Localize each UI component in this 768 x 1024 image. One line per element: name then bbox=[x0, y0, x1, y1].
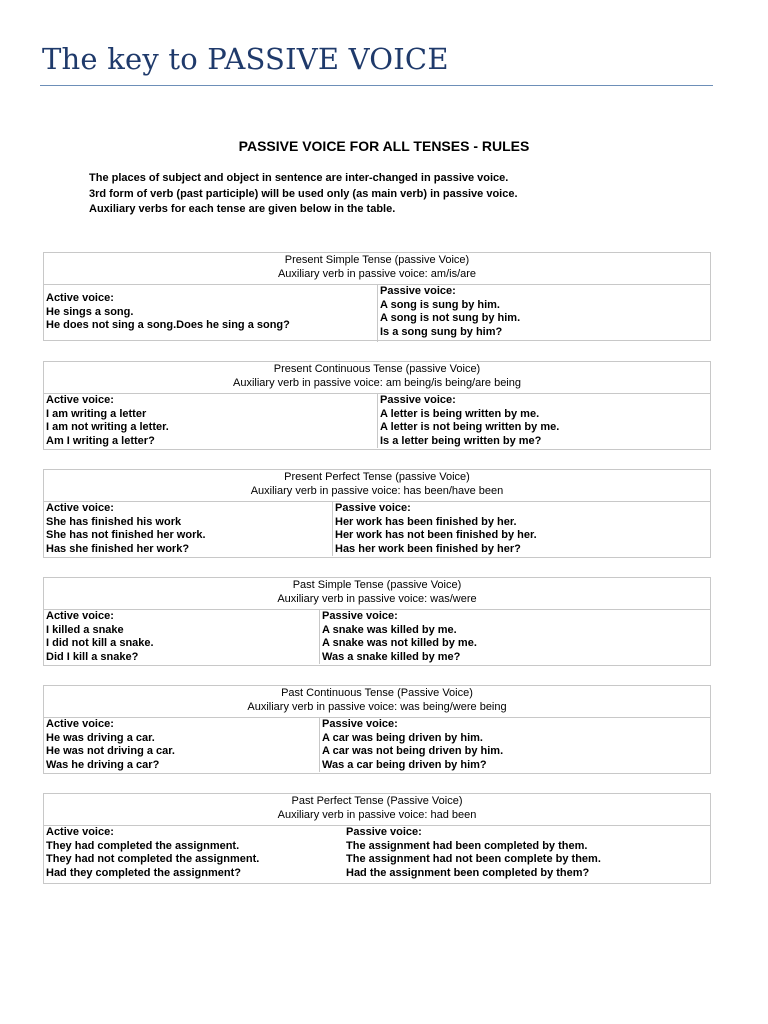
passive-example: A snake was not killed by me. bbox=[322, 637, 477, 649]
passive-voice-label: Passive voice: bbox=[380, 394, 456, 406]
active-example: Am I writing a letter? bbox=[46, 434, 155, 447]
passive-voice-label: Passive voice: bbox=[346, 826, 422, 838]
active-example: I killed a snake bbox=[46, 623, 124, 636]
active-example: They had completed the assignment. bbox=[46, 839, 240, 852]
tense-name: Present Continuous Tense (passive Voice) bbox=[273, 363, 481, 375]
active-example: They had not completed the assignment. bbox=[46, 853, 260, 865]
auxiliary-verb: Auxiliary verb in passive voice: was being/were being bbox=[247, 700, 507, 713]
auxiliary-verb: Auxiliary verb in passive voice: had been bbox=[277, 808, 477, 821]
active-voice-column bbox=[44, 502, 333, 556]
active-example: Did I kill a snake? bbox=[46, 650, 139, 663]
auxiliary-verb: Auxiliary verb in passive voice: am being/is being/are being bbox=[233, 376, 521, 389]
passive-voice-column bbox=[333, 502, 710, 556]
auxiliary-verb: Auxiliary verb in passive voice: am/is/are bbox=[277, 267, 477, 280]
tense-name: Present Perfect Tense (passive Voice) bbox=[284, 471, 470, 483]
active-voice-label: Active voice: bbox=[46, 502, 114, 514]
passive-example: A song is not sung by him. bbox=[380, 312, 521, 324]
intro-paragraph bbox=[89, 171, 518, 218]
active-example: He sings a song. bbox=[46, 305, 134, 318]
tense-table-body bbox=[44, 826, 710, 880]
passive-voice-column bbox=[378, 285, 710, 342]
passive-voice-column bbox=[344, 826, 710, 880]
passive-example: Her work has not been finished by her. bbox=[335, 529, 537, 541]
passive-example: Her work has been finished by her. bbox=[335, 515, 517, 528]
tense-table-present-perfect bbox=[43, 469, 711, 558]
passive-example: A letter is not being written by me. bbox=[380, 421, 560, 433]
passive-example: A letter is being written by me. bbox=[380, 407, 540, 420]
active-example: He was driving a car. bbox=[46, 731, 155, 744]
passive-example: Is a song sung by him? bbox=[380, 325, 503, 338]
active-example: I am not writing a letter. bbox=[46, 421, 169, 433]
tense-table-body bbox=[44, 718, 710, 772]
passive-voice-label: Passive voice: bbox=[335, 502, 411, 514]
title-divider bbox=[40, 85, 713, 86]
active-voice-label: Active voice: bbox=[46, 610, 114, 622]
passive-example: Has her work been finished by her? bbox=[335, 542, 521, 555]
passive-voice-column bbox=[320, 718, 710, 772]
active-voice-label: Active voice: bbox=[46, 718, 114, 730]
tense-table-body bbox=[44, 502, 710, 556]
active-example: Had they completed the assignment? bbox=[46, 866, 241, 879]
passive-voice-column bbox=[320, 610, 710, 664]
active-example: Was he driving a car? bbox=[46, 758, 160, 771]
passive-example: The assignment had been completed by them. bbox=[346, 839, 588, 852]
passive-example: Was a snake killed by me? bbox=[322, 650, 461, 663]
active-example: He was not driving a car. bbox=[46, 745, 175, 757]
passive-voice-label: Passive voice: bbox=[380, 285, 456, 297]
active-voice-column bbox=[44, 718, 320, 772]
tense-table-past-continuous bbox=[43, 685, 711, 774]
tense-table-header bbox=[44, 470, 710, 502]
passive-example: The assignment had not been complete by them. bbox=[346, 853, 601, 865]
tense-table-body bbox=[44, 394, 710, 448]
intro-line: The places of subject and object in sentence are inter-changed in passive voice. bbox=[89, 172, 509, 184]
active-example: She has finished his work bbox=[46, 515, 182, 528]
active-voice-column bbox=[44, 394, 378, 448]
tense-table-body bbox=[44, 285, 710, 342]
tense-table-header bbox=[44, 362, 710, 394]
tense-name: Past Simple Tense (passive Voice) bbox=[292, 579, 462, 591]
tense-table-past-simple bbox=[43, 577, 711, 666]
tense-table-past-perfect bbox=[43, 793, 711, 884]
active-example: Has she finished her work? bbox=[46, 542, 190, 555]
tense-table-present-simple bbox=[43, 252, 711, 341]
tense-table-present-continuous bbox=[43, 361, 711, 450]
tense-table-body bbox=[44, 610, 710, 664]
passive-example: Was a car being driven by him? bbox=[322, 758, 487, 771]
active-voice-label: Active voice: bbox=[46, 292, 114, 304]
active-voice-label: Active voice: bbox=[46, 394, 114, 406]
passive-voice-label: Passive voice: bbox=[322, 718, 398, 730]
tense-name: Past Perfect Tense (Passive Voice) bbox=[291, 795, 463, 807]
passive-example: A car was being driven by him. bbox=[322, 731, 483, 744]
passive-example: A car was not being driven by him. bbox=[322, 745, 504, 757]
active-example: I am writing a letter bbox=[46, 407, 147, 420]
document-title: The key to PASSIVE VOICE bbox=[42, 42, 449, 76]
intro-line: 3rd form of verb (past participle) will be used only (as main verb) in passive voice. bbox=[89, 187, 518, 200]
passive-example: Had the assignment been completed by them? bbox=[346, 866, 590, 879]
tense-table-header bbox=[44, 578, 710, 610]
active-example: I did not kill a snake. bbox=[46, 637, 154, 649]
auxiliary-verb: Auxiliary verb in passive voice: has been/have been bbox=[250, 484, 504, 497]
tense-table-header bbox=[44, 686, 710, 718]
active-voice-column bbox=[44, 285, 378, 342]
passive-voice-label: Passive voice: bbox=[322, 610, 398, 622]
active-example: He does not sing a song.Does he sing a song? bbox=[46, 319, 290, 331]
tense-name: Present Simple Tense (passive Voice) bbox=[284, 254, 470, 266]
active-voice-column bbox=[44, 826, 344, 880]
active-voice-label: Active voice: bbox=[46, 826, 114, 838]
passive-voice-column bbox=[378, 394, 710, 448]
passive-example: Is a letter being written by me? bbox=[380, 434, 542, 447]
section-heading: PASSIVE VOICE FOR ALL TENSES - RULES bbox=[238, 138, 530, 154]
passive-example: A snake was killed by me. bbox=[322, 623, 457, 636]
intro-line: Auxiliary verbs for each tense are given below in the table. bbox=[89, 203, 396, 215]
tense-table-header bbox=[44, 253, 710, 285]
active-example: She has not finished her work. bbox=[46, 529, 206, 541]
passive-example: A song is sung by him. bbox=[380, 298, 500, 311]
active-voice-column bbox=[44, 610, 320, 664]
tense-name: Past Continuous Tense (Passive Voice) bbox=[281, 687, 473, 699]
auxiliary-verb: Auxiliary verb in passive voice: was/were bbox=[277, 592, 477, 605]
tense-table-header bbox=[44, 794, 710, 826]
